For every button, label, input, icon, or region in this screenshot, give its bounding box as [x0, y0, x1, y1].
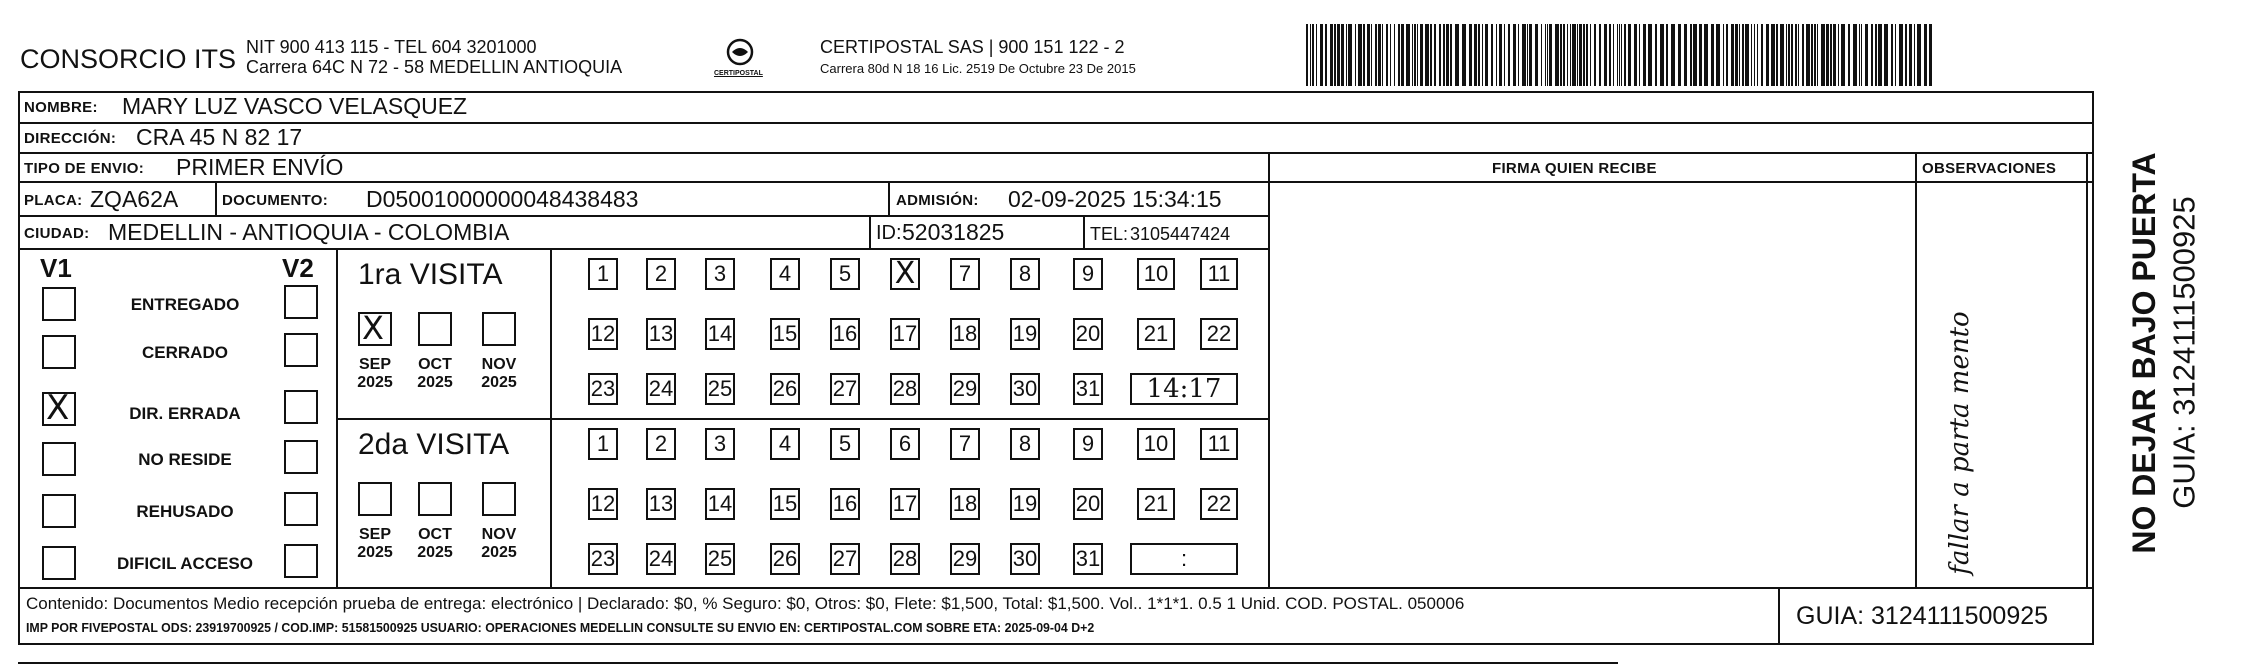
tipo-label: TIPO DE ENVIO: — [24, 160, 145, 177]
day-box[interactable]: 10 — [1137, 428, 1175, 460]
v1-checkbox[interactable] — [42, 442, 76, 476]
side-guia: GUIA: 3124111500925 — [2166, 196, 2202, 509]
day-box[interactable] — [890, 258, 920, 290]
time-field[interactable]: : — [1130, 543, 1238, 575]
day-box[interactable]: 16 — [830, 318, 860, 350]
company-nit: NIT 900 413 115 - TEL 604 3201000 — [246, 37, 537, 57]
id-label: ID: — [876, 222, 902, 244]
v1-checkbox[interactable] — [42, 392, 76, 426]
v1-checkbox[interactable] — [42, 494, 76, 528]
side-notice: NO DEJAR BAJO PUERTA — [2126, 152, 2162, 554]
day-box[interactable]: 13 — [646, 318, 676, 350]
day-box[interactable]: 12 — [588, 488, 618, 520]
day-box[interactable]: 20 — [1073, 488, 1103, 520]
day-box[interactable]: 4 — [770, 258, 800, 290]
day-box[interactable]: 16 — [830, 488, 860, 520]
day-box[interactable]: 21 — [1137, 318, 1175, 350]
month-label — [352, 526, 398, 563]
month-year: 2025 — [357, 374, 393, 392]
day-box[interactable]: 14 — [705, 318, 735, 350]
observation-handwriting — [1920, 300, 1980, 580]
month-checkbox[interactable] — [418, 312, 452, 346]
day-box[interactable]: 5 — [830, 428, 860, 460]
v2-checkbox[interactable] — [284, 390, 318, 424]
day-box[interactable]: 17 — [890, 488, 920, 520]
v2-checkbox[interactable] — [284, 333, 318, 367]
month-label — [412, 356, 458, 393]
month-label — [412, 526, 458, 563]
day-box[interactable]: 3 — [705, 428, 735, 460]
status-label: NO RESIDE — [138, 450, 232, 469]
day-box[interactable]: 31 — [1073, 373, 1103, 405]
day-box[interactable]: 4 — [770, 428, 800, 460]
day-box[interactable]: 17 — [890, 318, 920, 350]
month-checkbox[interactable] — [482, 312, 516, 346]
ciudad-value: MEDELLIN - ANTIOQUIA - COLOMBIA — [108, 219, 510, 245]
day-box[interactable]: 8 — [1010, 428, 1040, 460]
day-box[interactable]: 19 — [1010, 318, 1040, 350]
day-box[interactable]: 15 — [770, 318, 800, 350]
day-box[interactable]: 25 — [705, 373, 735, 405]
month-label — [476, 356, 522, 393]
day-box[interactable]: 8 — [1010, 258, 1040, 290]
day-box[interactable]: 20 — [1073, 318, 1103, 350]
footer-contenido: Contenido: Documentos Medio recepción prueba de entrega: electrónico | Declarado: $0, % Seguro: $0, Otros: $0, Flete: $1,500, Total: $1,500. Vol.. 1*1*1. 0.5 1 Unid. COD. POSTAL. 050006 — [26, 594, 1465, 613]
month-name: SEP — [358, 356, 391, 373]
month-checkbox[interactable] — [418, 482, 452, 516]
day-box[interactable]: 9 — [1073, 428, 1103, 460]
day-box[interactable]: 6 — [890, 428, 920, 460]
tel-value: 3105447424 — [1130, 224, 1231, 244]
day-box[interactable]: 7 — [950, 258, 980, 290]
placa-value: ZQA62A — [90, 186, 179, 212]
day-box[interactable]: 9 — [1073, 258, 1103, 290]
status-label: CERRADO — [142, 343, 228, 362]
footer-imp: IMP POR FIVEPOSTAL ODS: 23919700925 / COD.IMP: 51581500925 USUARIO: OPERACIONES MEDELLIN CONSULTE SU ENVIO EN: CERTIPOSTAL.COM SOBRE ETA: 2025-09-04 D+2 — [26, 620, 1095, 635]
company-address: Carrera 64C N 72 - 58 MEDELLIN ANTIOQUIA — [246, 57, 623, 77]
day-box[interactable]: 22 — [1200, 488, 1238, 520]
carrier-line: CERTIPOSTAL SAS | 900 151 122 - 2 — [820, 37, 1125, 57]
tel-label: TEL: — [1090, 224, 1129, 244]
visit-title: 1ra VISITA — [358, 258, 503, 291]
footer-guia: GUIA: 3124111500925 — [1796, 602, 2049, 630]
day-box[interactable]: 27 — [830, 373, 860, 405]
month-label — [352, 356, 398, 393]
logo-text: CERTIPOSTAL — [714, 70, 763, 77]
day-box[interactable]: 29 — [950, 373, 980, 405]
day-box[interactable]: 2 — [646, 258, 676, 290]
day-box[interactable]: 31 — [1073, 543, 1103, 575]
v2-label: V2 — [282, 253, 314, 283]
day-box[interactable]: 15 — [770, 488, 800, 520]
day-box[interactable]: 10 — [1137, 258, 1175, 290]
v1-checkbox[interactable] — [42, 546, 76, 580]
v1-checkbox[interactable] — [42, 335, 76, 369]
day-box[interactable]: 24 — [646, 373, 676, 405]
day-box[interactable]: 5 — [830, 258, 860, 290]
month-checkbox[interactable] — [358, 312, 392, 346]
status-label: ENTREGADO — [130, 295, 240, 314]
day-box[interactable]: 7 — [950, 428, 980, 460]
tipo-value: PRIMER ENVÍO — [176, 154, 344, 180]
day-box[interactable]: 24 — [646, 543, 676, 575]
day-box[interactable]: 18 — [950, 318, 980, 350]
month-checkbox[interactable] — [482, 482, 516, 516]
nombre-value: MARY LUZ VASCO VELASQUEZ — [122, 93, 468, 119]
day-box[interactable]: 22 — [1200, 318, 1238, 350]
day-box[interactable]: 11 — [1200, 428, 1238, 460]
day-box[interactable]: 30 — [1010, 373, 1040, 405]
month-year: 2025 — [357, 544, 393, 562]
admision-label: ADMISIÓN: — [896, 192, 979, 209]
month-year: 2025 — [481, 544, 517, 562]
v2-checkbox[interactable] — [284, 285, 318, 319]
day-box[interactable]: 26 — [770, 373, 800, 405]
day-box[interactable]: 18 — [950, 488, 980, 520]
day-box[interactable]: 23 — [588, 543, 618, 575]
direccion-value: CRA 45 N 82 17 — [136, 124, 303, 150]
day-box[interactable]: 12 — [588, 318, 618, 350]
day-box[interactable]: 25 — [705, 543, 735, 575]
day-box[interactable]: 14 — [705, 488, 735, 520]
month-label — [476, 526, 522, 563]
status-label: DIFICIL ACCESO — [116, 554, 253, 573]
barcode — [1306, 24, 1938, 86]
month-name: OCT — [418, 526, 452, 543]
v2-checkbox[interactable] — [284, 440, 318, 474]
day-box[interactable]: 28 — [890, 373, 920, 405]
company-name: CONSORCIO ITS — [20, 44, 237, 74]
documento-label: DOCUMENTO: — [222, 192, 329, 209]
month-year: 2025 — [417, 374, 453, 392]
month-checkbox[interactable] — [358, 482, 392, 516]
day-box[interactable]: 13 — [646, 488, 676, 520]
month-name: SEP — [358, 526, 391, 543]
v1-label: V1 — [40, 253, 72, 283]
placa-label: PLACA: — [24, 192, 83, 209]
day-box[interactable]: 1 — [588, 258, 618, 290]
day-box[interactable]: 19 — [1010, 488, 1040, 520]
day-box[interactable]: 2 — [646, 428, 676, 460]
day-box[interactable]: 21 — [1137, 488, 1175, 520]
day-box[interactable]: 23 — [588, 373, 618, 405]
v2-checkbox[interactable] — [284, 544, 318, 578]
v1-checkbox[interactable] — [42, 287, 76, 321]
status-label: DIR. ERRADA — [129, 404, 241, 423]
ciudad-label: CIUDAD: — [24, 225, 90, 242]
id-value: 52031825 — [902, 219, 1005, 245]
admision-value: 02-09-2025 15:34:15 — [1008, 186, 1222, 212]
month-name: NOV — [481, 526, 517, 543]
visit-title: 2da VISITA — [358, 428, 510, 461]
day-box[interactable]: 30 — [1010, 543, 1040, 575]
direccion-label: DIRECCIÓN: — [24, 130, 117, 147]
certipostal-logo — [710, 36, 770, 84]
day-box[interactable]: 3 — [705, 258, 735, 290]
v2-checkbox[interactable] — [284, 492, 318, 526]
carrier-address: Carrera 80d N 18 16 Lic. 2519 De Octubre 23 De 2015 — [820, 61, 1136, 76]
observation-text: fallar a parta mento — [1945, 311, 1975, 575]
status-label: REHUSADO — [136, 502, 234, 521]
nombre-label: NOMBRE: — [24, 99, 98, 116]
day-box[interactable]: 28 — [890, 543, 920, 575]
day-box[interactable]: 27 — [830, 543, 860, 575]
day-box[interactable]: 26 — [770, 543, 800, 575]
month-year: 2025 — [417, 544, 453, 562]
day-box[interactable]: 11 — [1200, 258, 1238, 290]
day-box[interactable]: 1 — [588, 428, 618, 460]
month-name: OCT — [418, 356, 452, 373]
firma-label: FIRMA QUIEN RECIBE — [1492, 160, 1657, 177]
observaciones-label: OBSERVACIONES — [1922, 160, 2057, 177]
day-box[interactable]: 29 — [950, 543, 980, 575]
documento-value: D05001000000048438483 — [366, 186, 639, 212]
month-year: 2025 — [481, 374, 517, 392]
time-field[interactable]: 14:17 — [1130, 373, 1238, 405]
month-name: NOV — [481, 356, 517, 373]
